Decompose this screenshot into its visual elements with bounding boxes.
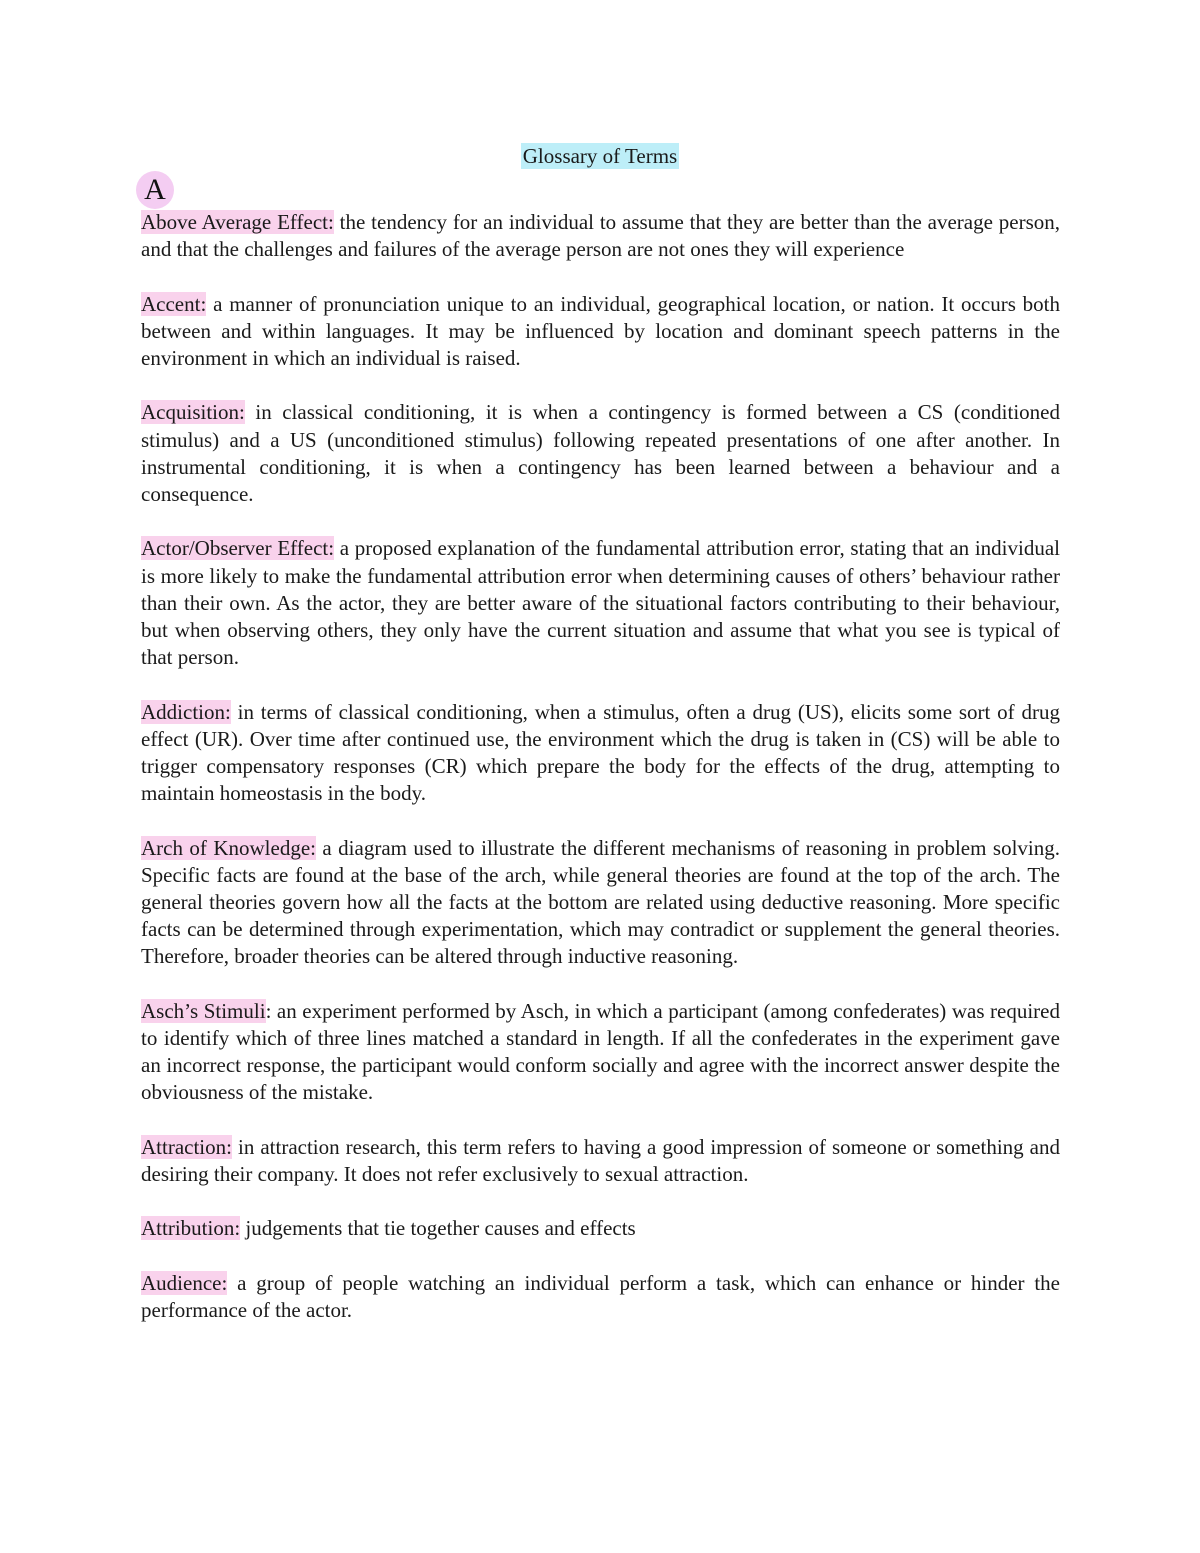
glossary-entry bbox=[141, 399, 1060, 508]
glossary-definition: a manner of pronunciation unique to an individual, geographical location, or nation. It occurs both between and within languages. It may be influenced by location and dominant speech patterns in the environment in which an individual is raised. bbox=[141, 291, 1060, 370]
glossary-term: Audience: bbox=[141, 1270, 228, 1295]
glossary-definition: a proposed explanation of the fundamental attribution error, stating that an individual is more likely to make the fundamental attribution error when determining causes of others’ behaviour rather than their own. As the actor, they are better aware of the situational factors contributing to their behaviour, but when observing others, they only have the current situation and assume that what you see is typical of that person. bbox=[141, 536, 1060, 670]
glossary-entry bbox=[141, 1270, 1060, 1324]
title-row bbox=[0, 143, 1200, 169]
glossary-entry bbox=[141, 535, 1060, 671]
glossary-definition: a diagram used to illustrate the different mechanisms of reasoning in problem solving. Specific facts are found at the base of the arch, while general theories are found at the top of the arch. The general theories govern how all the facts at the bottom are related using deductive reasoning. More specific facts can be determined through experimentation, which may contradict or supplement the general theories. Therefore, broader theories can be altered through inductive reasoning. bbox=[141, 835, 1060, 969]
page-title: Glossary of Terms bbox=[522, 144, 678, 168]
glossary-term: Acquisition: bbox=[141, 400, 245, 425]
glossary-term: Arch of Knowledge: bbox=[141, 835, 316, 860]
glossary-definition: the tendency for an individual to assume that they are better than the average person, and that the challenges and failures of the average person are not ones they will experience bbox=[141, 210, 1060, 262]
glossary-entry bbox=[141, 699, 1060, 808]
glossary-definition: a group of people watching an individual perform a task, which can enhance or hinder the performance of the actor. bbox=[141, 1270, 1060, 1322]
glossary-entries bbox=[141, 209, 1060, 1324]
glossary-definition: in attraction research, this term refers to having a good impression of someone or something and desiring their company. It does not refer exclusively to sexual attraction. bbox=[141, 1134, 1060, 1186]
glossary-definition: judgements that tie together causes and effects bbox=[240, 1216, 636, 1241]
glossary-entry bbox=[141, 998, 1060, 1107]
glossary-entry bbox=[141, 209, 1060, 263]
glossary-term: Asch’s Stimuli bbox=[141, 998, 266, 1023]
glossary-term: Attraction: bbox=[141, 1134, 232, 1159]
glossary-term: Addiction: bbox=[141, 699, 231, 724]
glossary-entry bbox=[141, 1134, 1060, 1188]
glossary-term: Above Average Effect: bbox=[141, 210, 334, 234]
glossary-definition: : an experiment performed by Asch, in which a participant (among confederates) was required to identify which of three lines matched a standard in length. If all the confederates in the experiment gave an incorrect response, the participant would conform socially and agree with the incorrect answer despite the obviousness of the mistake. bbox=[141, 998, 1060, 1105]
glossary-entry bbox=[141, 1215, 1060, 1242]
section-letter-badge: A bbox=[136, 171, 174, 209]
glossary-definition: in classical conditioning, it is when a contingency is formed between a CS (conditioned stimulus) and a US (unconditioned stimulus) following repeated presentations of one after another. In instrumental conditioning, it is when a contingency has been learned between a behaviour and a consequence. bbox=[141, 400, 1060, 506]
glossary-entry bbox=[141, 835, 1060, 971]
glossary-term: Attribution: bbox=[141, 1216, 241, 1241]
glossary-term: Accent: bbox=[141, 291, 207, 316]
glossary-term: Actor/Observer Effect: bbox=[141, 536, 335, 561]
glossary-definition: in terms of classical conditioning, when a stimulus, often a drug (US), elicits some sort of drug effect (UR). Over time after continued use, the environment which the drug is taken in (CS) will be able to trigger compensatory responses (CR) which prepare the body for the effects of the drug, attempting to maintain homeostasis in the body. bbox=[141, 699, 1060, 806]
glossary-entry bbox=[141, 291, 1060, 373]
